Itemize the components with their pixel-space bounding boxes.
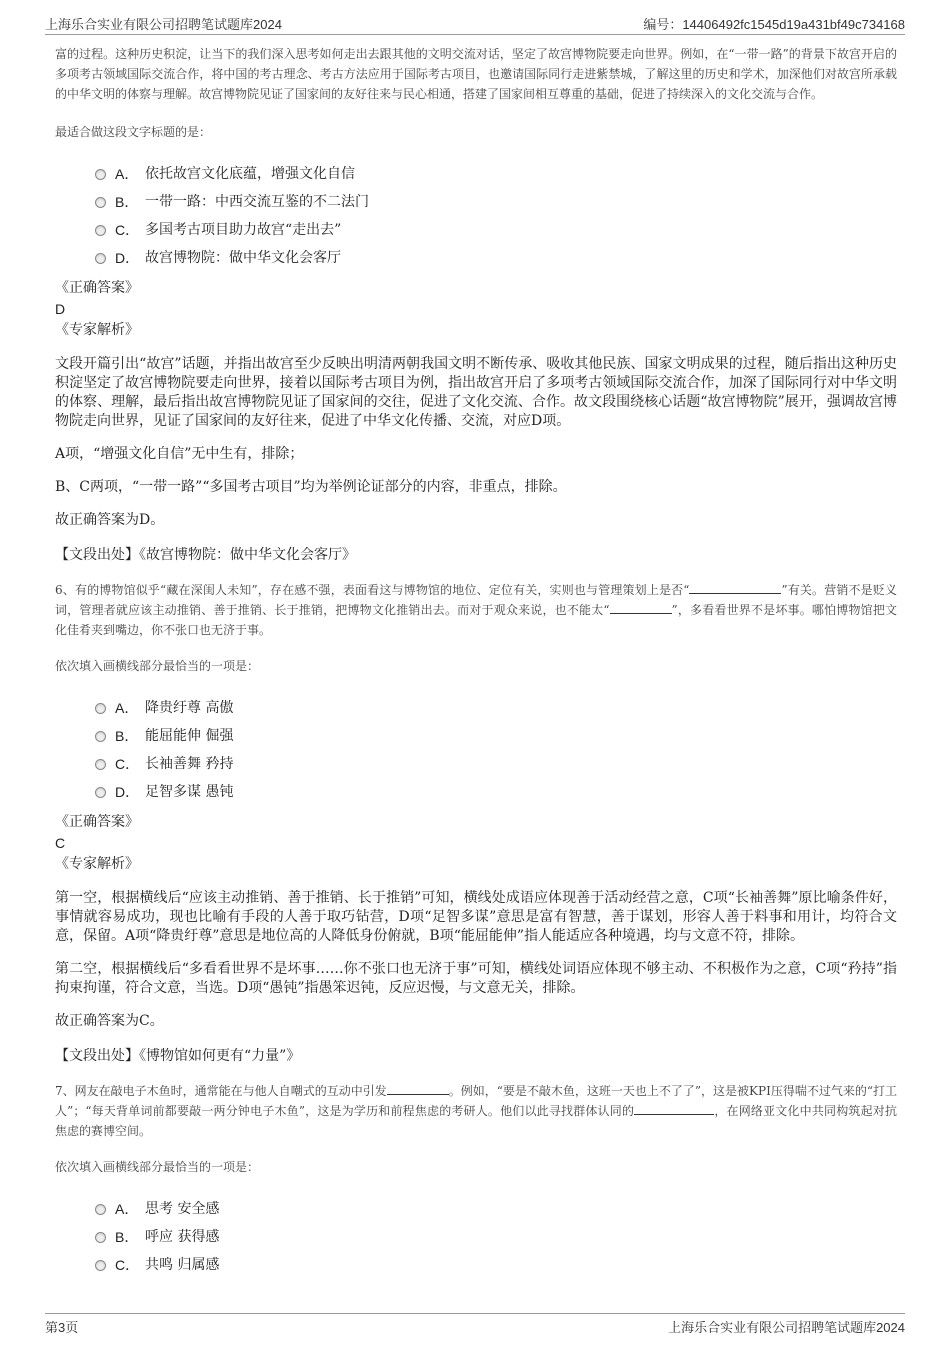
q5-analysis-p4: 故正确答案为D。 (55, 512, 165, 528)
q6-answer: C (55, 835, 66, 851)
page-footer (45, 1313, 905, 1336)
radio-icon[interactable] (95, 787, 106, 798)
q6-answer-label: 《正确答案》 (55, 814, 139, 830)
q6-analysis-label: 《专家解析》 (55, 856, 139, 872)
radio-icon[interactable] (95, 731, 106, 742)
q5-options (95, 160, 897, 272)
q6-prompt: 依次填入画横线部分最恰当的一项是： (55, 659, 260, 673)
radio-icon[interactable] (95, 253, 106, 264)
q7-prompt: 依次填入画横线部分最恰当的一项是： (55, 1160, 260, 1174)
q6-option-d[interactable]: D． 足智多谋 愚钝 (95, 778, 897, 806)
q5-option-d[interactable]: D． 故宫博物院：做中华文化会客厅 (95, 244, 897, 272)
page-number: 第3页 (45, 1320, 79, 1335)
radio-icon[interactable] (95, 1204, 106, 1215)
q7-text: 7、网友在敲电子木鱼时，通常能在与他人自嘲式的互动中引发 。例如，“要是不敲木鱼，这班一天也上不了了”，这是被KPI压得喘不过气来的“打工人”；“每天背单词前都要敲一两分钟电子木鱼”，这是为学历和前程焦虑的考研人。他们以此寻找群体认同的 ，在网络亚文化中共同构筑起对抗焦虑的赛博空间。 (55, 1084, 898, 1138)
q6-analysis-p3: 故正确答案为C。 (55, 1013, 164, 1029)
q6-analysis-p2: 第二空，根据横线后“多看看世界不是坏事……你不张口也无济于事”可知，横线处词语应体现不够主动、不积极作为之意，C项“矜持”指拘束拘谨，符合文意，当选。D项“愚钝”指愚笨迟钝，反应迟慢，与文意无关，排除。 (55, 961, 897, 996)
radio-icon[interactable] (95, 1260, 106, 1271)
q6-analysis-p1: 第一空，根据横线后“应该主动推销、善于推销、长于推销”可知，横线处成语应体现善于活动经营之意，C项“长袖善舞”原比喻条件好，事情就容易成功，现也比喻有手段的人善于取巧钻营，D项“足智多谋”意思是富有智慧，善于谋划，形容人善于料事和用计，均符合文意，保留。A项“降贵纡尊”意思是地位高的人降低身份俯就，B项“能屈能伸”指人能适应各种境遇，均与文意不符，排除。 (55, 890, 897, 944)
q5-prompt: 最适合做这段文字标题的是： (55, 125, 212, 139)
header-doc-id: 编号：14406492fc1545d19a431bf49c734168 (643, 17, 905, 32)
q5-answer-block (55, 278, 897, 341)
blank-2 (610, 601, 672, 614)
q7-option-a[interactable]: A． 思考 安全感 (95, 1195, 897, 1223)
radio-icon[interactable] (95, 1232, 106, 1243)
q7-options (95, 1195, 897, 1279)
radio-icon[interactable] (95, 169, 106, 180)
q7-option-c[interactable]: C． 共鸣 归属感 (95, 1251, 897, 1279)
blank-2 (634, 1102, 714, 1115)
q5-option-b[interactable]: B． 一带一路：中西交流互鉴的不二法门 (95, 188, 897, 216)
blank-1 (387, 1082, 449, 1095)
radio-icon[interactable] (95, 197, 106, 208)
q5-option-c[interactable]: C． 多国考古项目助力故宫“走出去” (95, 216, 897, 244)
blank-1 (689, 581, 781, 594)
header-title: 上海乐合实业有限公司招聘笔试题库2024 (45, 17, 282, 32)
q7-option-b[interactable]: B． 呼应 获得感 (95, 1223, 897, 1251)
q5-analysis-label: 《专家解析》 (55, 322, 139, 338)
footer-title: 上海乐合实业有限公司招聘笔试题库2024 (668, 1320, 905, 1335)
q5-answer-label: 《正确答案》 (55, 280, 139, 296)
radio-icon[interactable] (95, 225, 106, 236)
q5-source: 【文段出处】《故宫博物院：做中华文化会客厅》 (55, 547, 356, 563)
q6-source: 【文段出处】《博物馆如何更有“力量”》 (55, 1048, 301, 1064)
q5-analysis-p2: A项，“增强文化自信”无中生有，排除； (55, 446, 304, 462)
q6-text: 6、有的博物馆似乎“藏在深闺人未知”，存在感不强，表面看这与博物馆的地位、定位有关，实则也与管理策划上是否“ ”有关。营销不是贬义词，管理者就应该主动推销、善于推销、长于推销，把博物文化推销出去。而对于观众来说，也不能太“ ”，多看看世界不是坏事。哪怕博物馆把文化佳肴夹到嘴边，你不张口也无济于事。 (55, 583, 898, 637)
q6-options (95, 694, 897, 806)
q6-answer-block (55, 812, 897, 875)
q5-passage: 富的过程。这种历史积淀，让当下的我们深入思考如何走出去跟其他的文明交流对话，坚定了故宫博物院要走向世界。例如，在“一带一路”的背景下故宫开启的多项考古领域国际交流合作，将中国的考古理念、考古方法应用于国际考古项目，也邀请国际同行走进紫禁城，了解这里的历史和学术，加深他们对故宫所承载的中华文明的体察与理解。故宫博物院见证了国家间的友好往来与民心相通，搭建了国家间相互尊重的基础，促进了持续深入的文化交流与合作。 (55, 47, 897, 101)
q6-option-c[interactable]: C． 长袖善舞 矜持 (95, 750, 897, 778)
page-content (55, 44, 897, 1279)
page-header (45, 10, 905, 35)
q5-analysis-p3: B、C两项，“一带一路”“多国考古项目”均为举例论证部分的内容，非重点，排除。 (55, 479, 567, 495)
q5-answer: D (55, 301, 66, 317)
q5-option-a[interactable]: A． 依托故宫文化底蕴，增强文化自信 (95, 160, 897, 188)
q6-option-b[interactable]: B． 能屈能伸 倔强 (95, 722, 897, 750)
q6-option-a[interactable]: A． 降贵纡尊 高傲 (95, 694, 897, 722)
q5-analysis-p1: 文段开篇引出“故宫”话题，并指出故宫至少反映出明清两朝我国文明不断传承、吸收其他民族、国家文明成果的过程，随后指出这种历史积淀坚定了故宫博物院要走向世界，接着以国际考古项目为例，指出故宫开启了多项考古领域国际交流合作，加深了国际同行对中华文明的体察、理解，最后指出故宫博物院见证了国家间的交往，促进了文化交流、合作。故文段围绕核心话题“故宫博物院”展开，强调故宫博物院走向世界，见证了国家间的友好往来，促进了中华文化传播、交流，对应D项。 (55, 356, 897, 429)
radio-icon[interactable] (95, 759, 106, 770)
radio-icon[interactable] (95, 703, 106, 714)
